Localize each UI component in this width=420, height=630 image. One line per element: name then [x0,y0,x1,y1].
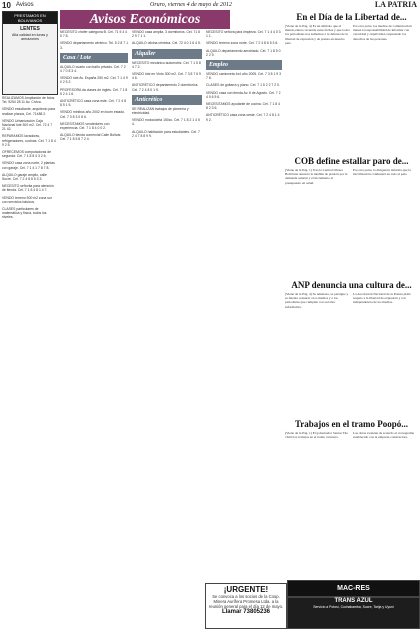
ads-column-2 [60,30,128,626]
article-title: Trabajos en el tramo Poopó... [294,419,409,429]
classified-ad: NECESITAMOS vendedores con experiencia. Cel. 7 1 8 4 0 0 2. [60,121,110,131]
promo-top: PRESTAMOS EN BOLIVIANOS [3,12,57,24]
trans-azul-sub: Servicio a Potosí, Cochabamba, Sucre, Tarija y Uyuni [313,605,394,609]
category-bar-alquiler: Alquiler [132,49,202,59]
classified-ad: SE REALIZAN trabajos de plomería y electricidad. [132,106,189,116]
article-title: ANP denuncia una cultura de... [291,280,412,290]
classified-ad: VENDO terreno 500 m2 zona sur con servicios básicos. [2,195,52,204]
classified-ad: NECESITO mecánico automotriz. Cel. 7 1 5 8 4 7 2. [132,60,201,69]
classified-ad: VENDO casa zona norte, 2 plantas con garaje. Cel. 7 1 4 1 7 8 7 8. [2,161,55,170]
article-title: COB define estallar paro de... [294,156,409,166]
section-banner: Avisos Económicos [60,10,230,29]
classified-ad: NECESITO señorita para atención de tienda. Cel. 7 1 8 4 8 1 4 7. [2,184,54,193]
page-number: 10 [2,1,11,10]
classified-ad: NECESITO chofer categoría B. Cel. 71 5 4 4 5 7 8. [60,30,128,39]
classified-ad: VENDO motocicleta 150cc. Cel. 7 1 8 2 1 4 5 4. [132,118,200,127]
classified-ad: VENDO casa con tienda Av. 6 de Agosto. Cel. 7 2 4 0 6 5 6. [206,90,281,99]
classified-ad: VENDO casa amplia, 3 dormitorios. Cel. 71 8 2 9 7 1 1. [132,30,201,39]
article-text: Por otra parte, la dirigencia informó que la movilización continuará en todo el país. [353,168,411,177]
promo-middle: LENTES [20,26,40,32]
classified-ad: ANTICRÉTICO casa zona este. Cel. 7 2 4 8 8 5 1 5. [60,99,126,108]
classified-ad: VENDO lote Av. España 250 m2. Cel. 7 1 4 9 0 2 5 2. [60,76,128,85]
classified-ad: ALQUILO oficina céntrica. Cel. 72 4 0 1 6 4 5. [132,41,201,46]
classified-ad: NECESITAMOS ayudante de cocina. Cel. 7 1 8 4 8 2 3 6. [206,102,281,111]
classified-ad: ANTICRÉTICO casa zona oeste. Cel. 7 2 4 8 1 4 9 2. [206,113,280,122]
section-name: Avisos [16,2,34,8]
classified-ad: REPARAMOS lavadoras, refrigeradores, cocinas. Cel. 7 1 8 4 9 2 5. [2,134,56,147]
classified-ad: VENDO lote en Vinto 300 m2. Cel. 7 3 8 7 6 9 4 6. [132,72,201,81]
classified-ad: VENDO minibús año 2002 en buen estado. Cel. 7 3 8 3 0 8 6. [60,110,126,119]
classified-ad: CLASES particulares de matemática y física, todos los niveles. [2,207,47,220]
news-column [285,10,418,511]
classified-ad: VENDO Urbanización Caja Nacional lote 300 m2. Cel. 72 4 7 21 42. [2,118,53,132]
classified-ad: ALQUILO tienda comercial Calle Bolívar. Cel. 7 1 8 5 8 7 2 4. [60,133,122,142]
category-bar-anticretico: Anticrético [132,95,202,105]
article-body [285,24,418,154]
classified-ad: PROFESORA da clases de inglés. Cel. 7 1 8 5 2 4 1 6. [60,87,128,96]
category-bar-casa: Casa / Lote [60,53,128,63]
classified-ad: VENDO camioneta 4x4 año 2005. Cel. 7 3 8 1 9 3 7 6. [206,72,282,81]
promo-box [2,11,58,95]
article-text: (Viene de la Pág. 1) Tras la Central Obrera Boliviana anunció la medida de presión por la demanda salarial y el incremento al presupuesto en salud. [285,168,348,185]
article-body [285,431,418,511]
urgente-phone: Llamar 73805236 [221,609,271,615]
article-text: (Viene de la Pág. 4) Es un símbolo que el mundo entero recuerde estas fechas y que todos los periodistas nos sumemos a la defensa de la libertad de expresión y de prensa en nuestro país. [285,24,350,45]
page-header [0,0,420,10]
article-text: (Viene de la Pág. 4) Se amenaza, se persigue y se intenta censurar a los medios y a los periodistas que cumplen con su labor informativa. [285,292,349,309]
classified-ad: ALQUILO habitación para estudiantes. Cel. 7 2 4 7 8 8 9 9. [132,129,200,138]
classified-ad: ANTICRÉTICO departamento 2 dormitorios. Cel. 7 2 4 8 0 1 9. [132,83,199,92]
article-title: En el Día de la Libertad de... [296,12,407,22]
urgente-ad [205,583,287,629]
classified-ad: OFRECEMOS computadoras de segunda. Cel. 7 1 8 8 4 3 2 6. [2,150,51,159]
classified-ad: VENDO terreno zona norte. Cel. 7 2 4 8 6 5 3 6. [206,41,279,46]
article-text: (Viene de la Pág. 1) El gobernador Santos Tito visitó los trabajos en el tramo carretero. [285,431,349,440]
ads-column-3 [132,30,202,626]
article-body [285,292,418,417]
macres-ad: MAC-RES [287,580,420,597]
ads-column-4 [206,30,282,580]
category-bar-empleo: Empleo [206,60,282,70]
classified-ad: ALQUILO garaje amplio, calle Sucre. Cel. 7 2 4 8 8 5 3 3. [2,172,47,182]
classified-ad: VENDO departamento céntrico. Tel. 5 2 8 7 1 3. [60,41,128,50]
article-body [285,168,418,278]
urgente-title: ¡URGENTE! [223,585,269,594]
trans-azul-name: TRANS AZUL [334,598,373,604]
classified-ad: REALIZAMOS Ampliación de fotos. Tel. 5254 28 11 Av. Cívica. [2,96,56,105]
classified-ad: CLASES de guitarra y piano. Cel. 7 1 5 2 2 7 2 0. [206,83,280,88]
article-text: Por otra parte, los medios de comunicación tienen la responsabilidad de informar con veracidad y objetividad, respetando los derechos de las personas. [353,24,412,41]
classified-ad: ALQUILO cuarto con baño privado. Cel. 7 2 4 7 0 8 3 4. [60,64,126,74]
classified-ad: VENDO estudiante, arquitecto para realizar planos, Cel. 71488 2. [2,107,56,116]
article-text: La Asociación Nacional de la Prensa pidió respeto a la libertad de expresión y a la independencia de los medios. [353,292,411,305]
article-text: Las obras avanzan de acuerdo al cronograma establecido con la empresa constructora. [353,431,414,440]
promo-sub: Alta calidad en lunas y armazones [12,33,48,41]
ads-column-1 [2,96,56,626]
issue-date: Oruro, viernes 4 de mayo de 2012 [150,2,232,8]
classified-ad: NECESITO señora para limpieza. Cel. 7 1 4 4 0 3 1 1. [206,30,281,39]
urgente-body: Se convoca a los socios de la Coop. Minera Aurífera Promesa Ltda. a la reunión general para el día 12 de mayo. [208,594,284,609]
newspaper-brand: LA PATRIA [374,0,417,9]
classified-ad: ALQUILO departamento amoblado. Cel. 7 1 8 5 0 2 2 9. [206,48,281,57]
trans-azul-ad [287,597,420,629]
